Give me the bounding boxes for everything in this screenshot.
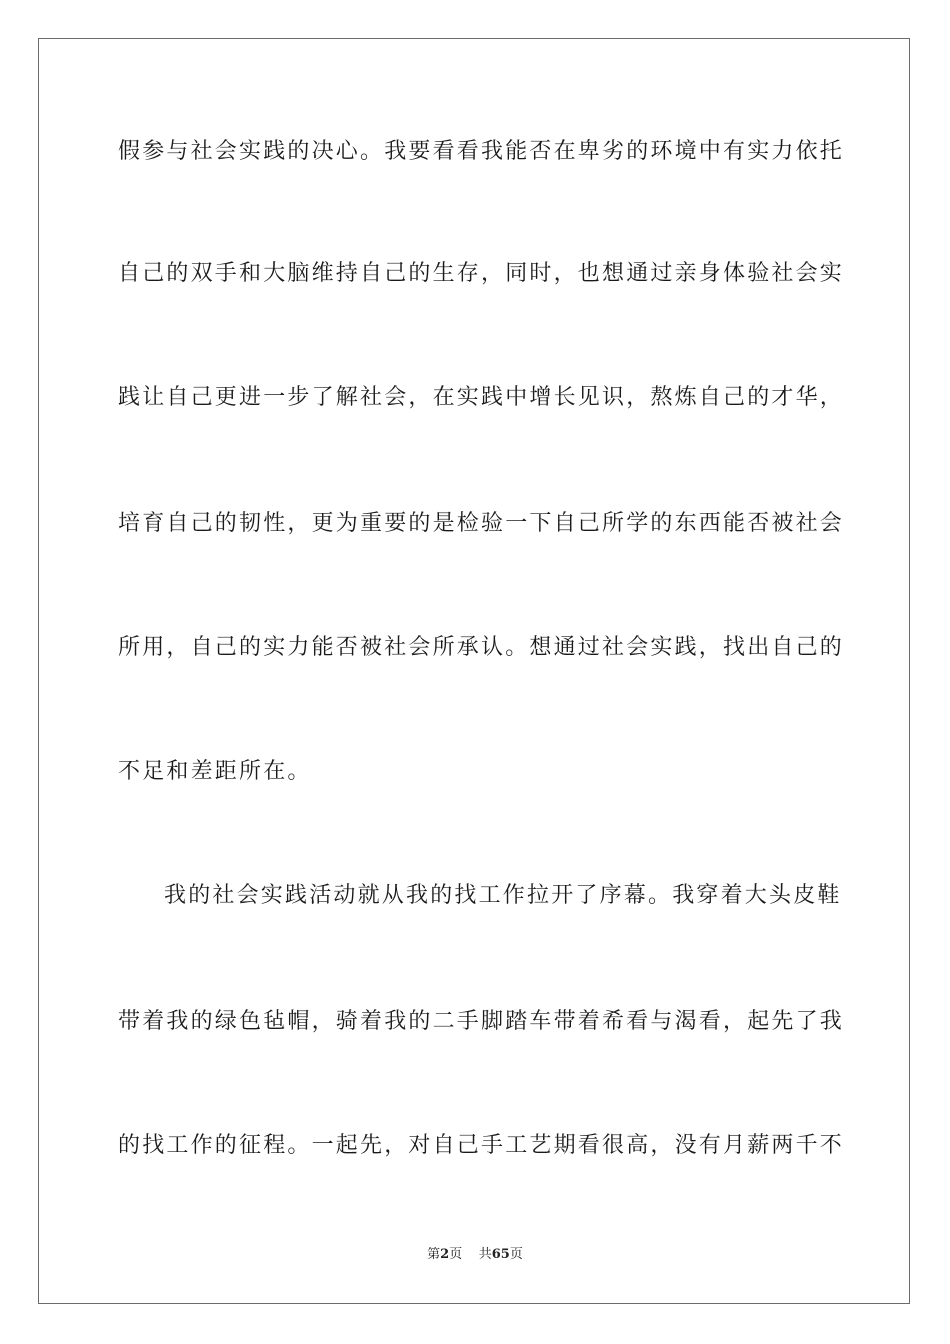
page-number: 2 [440,1247,450,1262]
paragraph-1-line-3: 践让自己更进一步了解社会，在实践中增长见识，熬炼自己的才华， [118,385,845,410]
paragraph-1-line-2: 自己的双手和大脑维持自己的生存，同时，也想通过亲身体验社会实 [118,261,845,286]
page-footer [0,1246,950,1264]
paragraph-1-line-1: 假参与社会实践的决心。我要看看我能否在卑劣的环境中有实力依托 [118,139,845,164]
paragraph-2-line-1: 我的社会实践活动就从我的找工作拉开了序幕。我穿着大头皮鞋 [164,883,842,908]
page-prefix: 第 [427,1247,441,1262]
total-suffix: 页 [509,1247,523,1262]
paragraph-2-line-3: 的找工作的征程。一起先，对自己手工艺期看很高，没有月薪两千不 [118,1133,845,1158]
paragraph-1-line-4: 培育自己的韧性，更为重要的是检验一下自己所学的东西能否被社会 [118,511,845,536]
total-prefix: 共 [478,1247,492,1262]
total-pages: 65 [491,1247,510,1262]
paragraph-1-line-6: 不足和差距所在。 [118,759,312,784]
paragraph-1-line-5: 所用，自己的实力能否被社会所承认。想通过社会实践，找出自己的 [118,635,845,660]
page-suffix: 页 [449,1247,463,1262]
paragraph-2-line-2: 带着我的绿色毡帽，骑着我的二手脚踏车带着希看与渴看，起先了我 [118,1009,845,1034]
page-border [38,38,910,1304]
